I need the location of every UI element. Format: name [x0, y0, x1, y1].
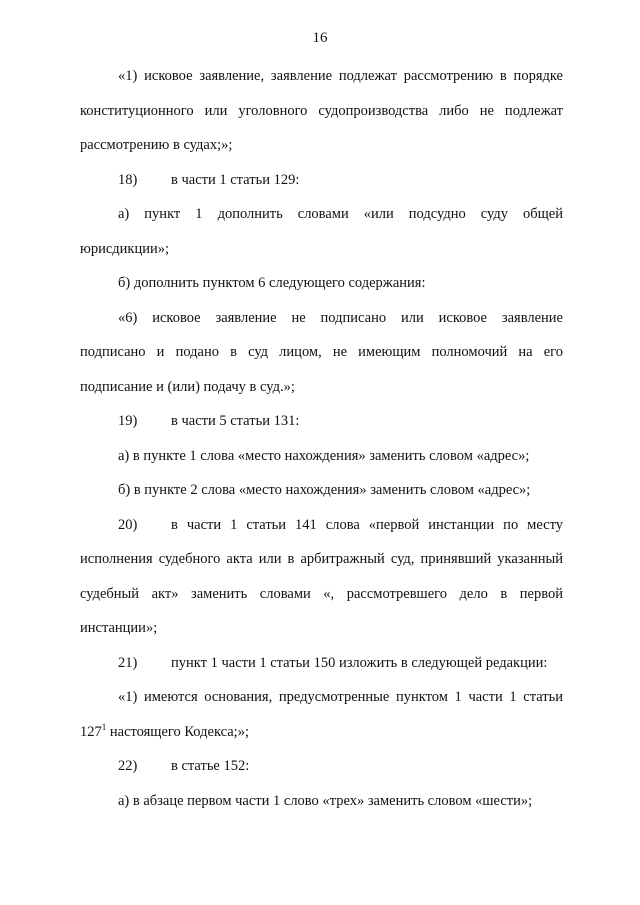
item-text: в части 5 статьи 131: [171, 413, 300, 429]
item-number: 21) [118, 655, 138, 671]
text-line: «1) исковое заявление, заявление подлежат рассмотрению в порядке [118, 68, 563, 84]
text-line: а) пункт 1 дополнить словами «или подсудно суду общей [118, 206, 563, 222]
list-item-20 [118, 515, 563, 535]
text-line: а) в абзаце первом части 1 слово «трех» заменить словом «шести»; [118, 793, 533, 809]
text-line: подписано и подано в суд лицом, не имеющим полномочий на его [80, 344, 563, 360]
text-line: инстанции»; [80, 620, 158, 636]
text-line [80, 722, 563, 742]
item-text: в части 1 статьи 141 слова «первой инстанции по месту [171, 517, 563, 533]
text-fragment: настоящего Кодекса;»; [106, 724, 249, 740]
list-item-21 [118, 653, 563, 673]
text-line: исполнения судебного акта или в арбитражный суд, принявший указанный [80, 551, 563, 567]
text-line: а) в пункте 1 слова «место нахождения» заменить словом «адрес»; [118, 448, 530, 464]
page-number: 16 [312, 30, 328, 46]
list-item-19 [118, 411, 563, 431]
item-number: 19) [118, 413, 138, 429]
item-number: 22) [118, 758, 138, 774]
item-text: в статье 152: [171, 758, 250, 774]
text-line: конституционного или уголовного судопроизводства либо не подлежат [80, 103, 563, 119]
text-line: б) в пункте 2 слова «место нахождения» заменить словом «адрес»; [118, 482, 531, 498]
text-line: юрисдикции»; [80, 241, 170, 257]
text-line: подписание и (или) подачу в суд.»; [80, 379, 295, 395]
article-number: 127 [80, 724, 102, 740]
item-text: пункт 1 части 1 статьи 150 изложить в следующей редакции: [171, 655, 548, 671]
text-line: б) дополнить пунктом 6 следующего содержания: [118, 275, 426, 291]
list-item-18 [118, 170, 563, 190]
article-superscript: 1 [101, 722, 107, 732]
text-line: судебный акт» заменить словами «, рассмотревшего дело в первой [80, 586, 563, 602]
text-line: «6) исковое заявление не подписано или исковое заявление [118, 310, 563, 326]
item-number: 18) [118, 172, 138, 188]
item-text: в части 1 статьи 129: [171, 172, 300, 188]
item-number: 20) [118, 517, 138, 533]
text-line: рассмотрению в судах;»; [80, 137, 233, 153]
list-item-22 [118, 756, 563, 776]
text-line: «1) имеются основания, предусмотренные пунктом 1 части 1 статьи [118, 689, 563, 705]
